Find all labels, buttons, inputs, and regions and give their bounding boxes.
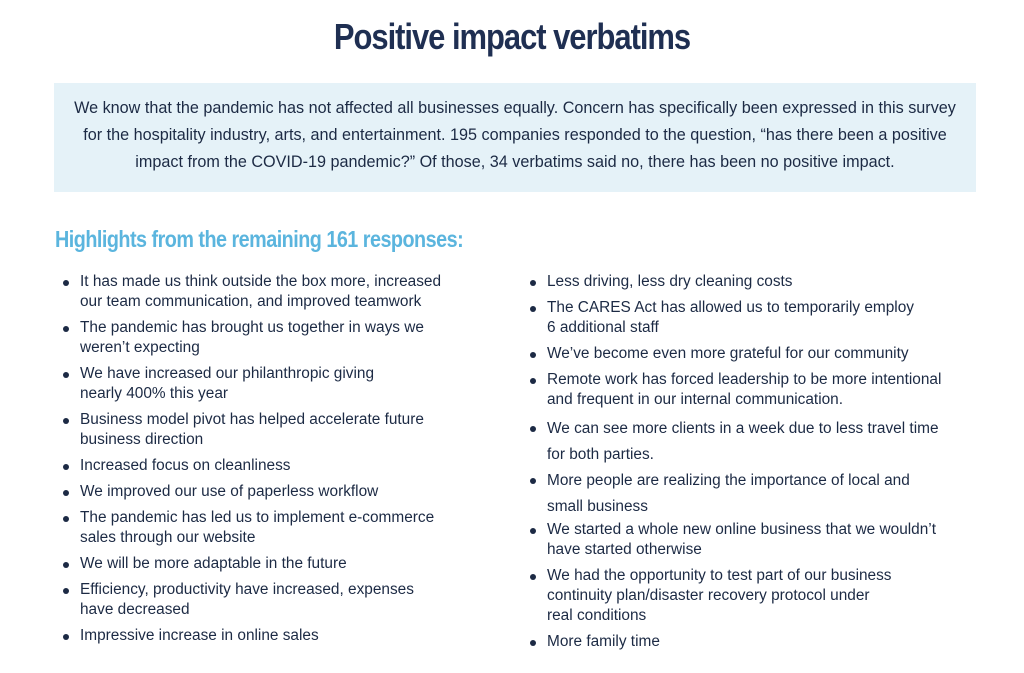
bullet-icon	[63, 562, 69, 568]
bullet-icon	[530, 574, 536, 580]
list-item	[527, 370, 997, 410]
list-item-text: Impressive increase in online sales	[80, 627, 319, 644]
bullet-icon	[530, 426, 536, 432]
list-item-text: More family time	[547, 633, 660, 650]
list-item-text: We started a whole new online business that we wouldn’t have started otherwise	[547, 521, 936, 558]
bullet-icon	[530, 640, 536, 646]
list-item-text: More people are realizing the importance of local and small business	[547, 472, 910, 515]
bullet-icon	[63, 372, 69, 378]
list-item	[60, 580, 500, 620]
bullet-icon	[63, 464, 69, 470]
list-item-text: We had the opportunity to test part of our business continuity plan/disaster recovery protocol under real conditions	[547, 567, 892, 624]
page-title: Positive impact verbatims	[333, 16, 691, 57]
list-item	[527, 566, 997, 626]
bullet-icon	[63, 280, 69, 286]
bullet-icon	[530, 352, 536, 358]
list-item-text: The CARES Act has allowed us to temporarily employ 6 additional staff	[547, 299, 914, 336]
list-item	[60, 456, 500, 476]
list-item	[60, 364, 500, 404]
list-item-text: It has made us think outside the box more, increased our team communication, and improved teamwork	[80, 273, 442, 310]
list-item-text: Business model pivot has helped accelerate future business direction	[80, 411, 424, 448]
bullet-icon	[63, 516, 69, 522]
list-item	[60, 318, 500, 358]
bullet-icon	[63, 326, 69, 332]
list-item	[60, 626, 500, 646]
bullet-icon	[530, 306, 536, 312]
list-item-text: The pandemic has led us to implement e-commerce sales through our website	[80, 509, 435, 546]
list-item	[527, 520, 997, 560]
list-item	[60, 272, 500, 312]
list-item-text: Increased focus on cleanliness	[80, 457, 291, 474]
list-item-text: Less driving, less dry cleaning costs	[547, 273, 793, 290]
list-item-text: We have increased our philanthropic giving nearly 400% this year	[80, 365, 375, 402]
bullet-icon	[63, 418, 69, 424]
list-item-text: We improved our use of paperless workflow	[80, 483, 379, 500]
list-item	[527, 632, 997, 652]
bullet-icon	[530, 528, 536, 534]
list-item-text: The pandemic has brought us together in ways we weren’t expecting	[80, 319, 424, 356]
list-item	[527, 272, 997, 292]
list-item	[527, 468, 997, 520]
list-item	[527, 298, 997, 338]
list-item-text: Remote work has forced leadership to be more intentional and frequent in our internal communication.	[547, 371, 942, 408]
right-bullet-list	[527, 272, 997, 658]
bullet-icon	[63, 588, 69, 594]
list-item-text: We’ve become even more grateful for our community	[547, 345, 909, 362]
bullet-icon	[530, 378, 536, 384]
list-item	[527, 416, 997, 468]
list-item-text: Efficiency, productivity have increased, expenses have decreased	[80, 581, 414, 618]
highlights-heading: Highlights from the remaining 161 responses:	[55, 226, 464, 252]
left-bullet-list	[60, 272, 500, 652]
list-item	[60, 508, 500, 548]
bullet-icon	[530, 280, 536, 286]
bullet-icon	[63, 490, 69, 496]
list-item	[527, 344, 997, 364]
intro-callout: We know that the pandemic has not affected all businesses equally. Concern has specifically been expressed in this survey for the hospitality industry, arts, and entertainment. 195 companies responded to the question, “has there been a positive impact from the COVID-19 pandemic?” Of those, 34 verbatims said no, there has been no positive impact.	[54, 83, 976, 192]
list-item-text: We will be more adaptable in the future	[80, 555, 347, 572]
list-item	[60, 482, 500, 502]
bullet-icon	[530, 478, 536, 484]
list-item	[60, 410, 500, 450]
list-item-text: We can see more clients in a week due to less travel time for both parties.	[547, 420, 939, 463]
list-item	[60, 554, 500, 574]
bullet-icon	[63, 634, 69, 640]
